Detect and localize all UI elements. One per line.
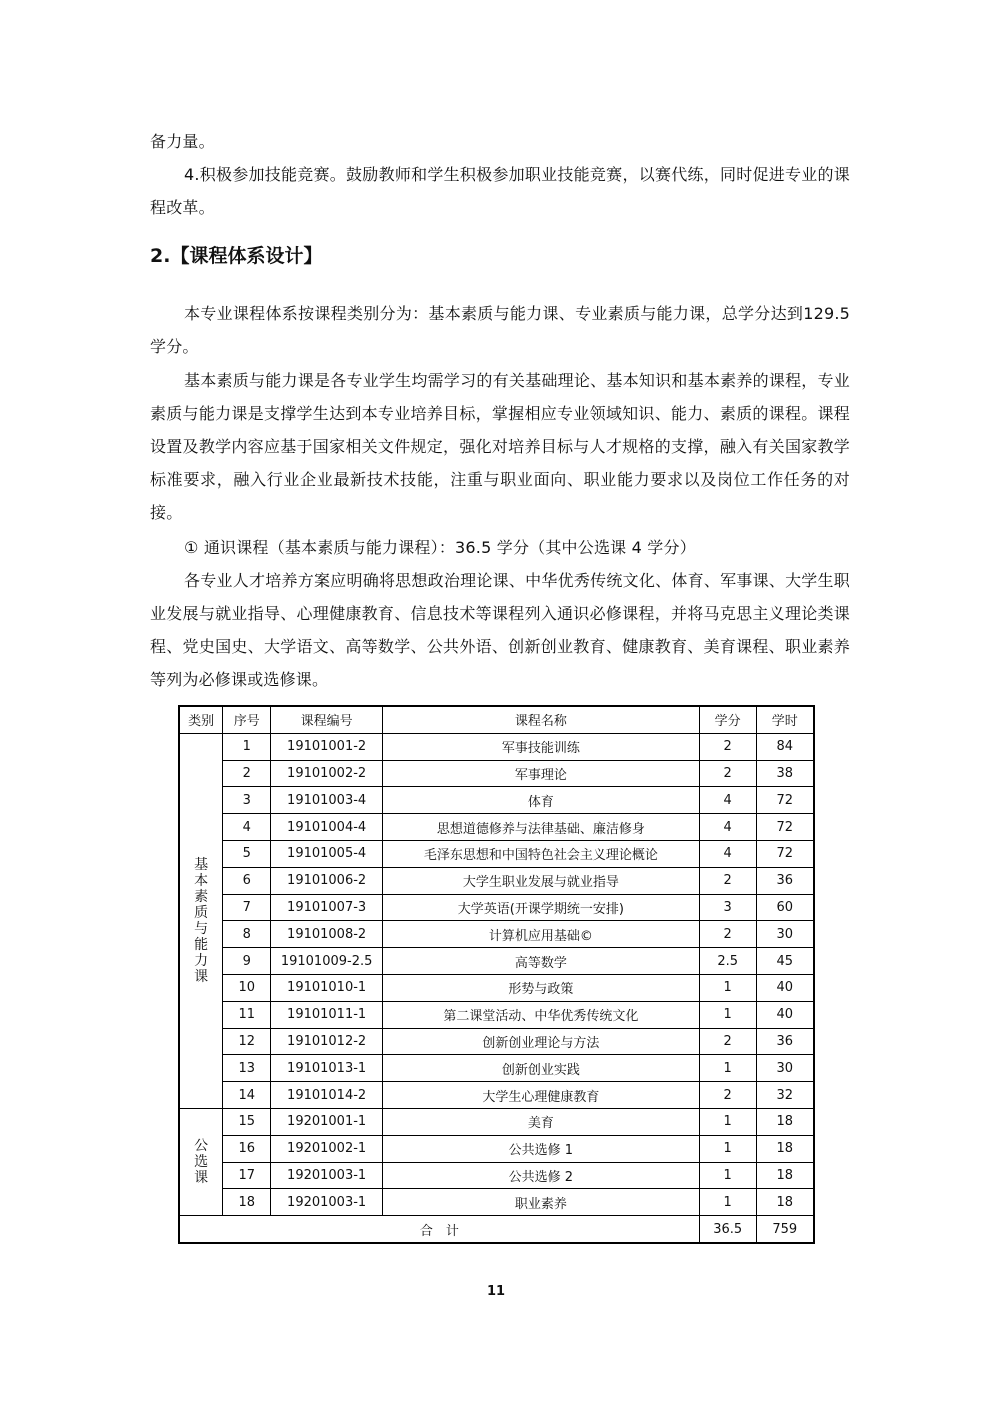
table-row <box>179 1082 814 1109</box>
row-credit: 1 <box>699 1162 756 1189</box>
table-row <box>179 894 814 921</box>
row-hours: 36 <box>756 1028 814 1055</box>
table-row <box>179 760 814 787</box>
paragraph-course-system: 本专业课程体系按课程类别分为：基本素质与能力课、专业素质与能力课，总学分达到129.5 学分。 <box>150 304 850 356</box>
paragraph-requirements: 各专业人才培养方案应明确将思想政治理论课、中华优秀传统文化、体育、军事课、大学生职业发展与就业指导、心理健康教育、信息技术等课程列入通识必修课程，并将马克思主义理论类课程、党史国史、大学语文、高等数学、公共外语、创新创业教育、健康教育、美育课程、职业素养等列为必修课或选修课。 <box>150 571 850 689</box>
row-name: 第二课堂活动、中华优秀传统文化 <box>383 1001 700 1028</box>
row-credit: 2.5 <box>699 948 756 975</box>
row-no: 2 <box>223 760 271 787</box>
row-credit: 1 <box>699 1055 756 1082</box>
row-no: 14 <box>223 1082 271 1109</box>
row-name: 计算机应用基础© <box>383 921 700 948</box>
row-hours: 36 <box>756 867 814 894</box>
row-no: 15 <box>223 1108 271 1135</box>
row-hours: 18 <box>756 1162 814 1189</box>
row-code: 19101002-2 <box>271 760 383 787</box>
row-code: 19101013-1 <box>271 1055 383 1082</box>
row-name: 大学英语(开课学期统一安排) <box>383 894 700 921</box>
row-credit: 4 <box>699 787 756 814</box>
table-row <box>179 840 814 867</box>
row-hours: 32 <box>756 1082 814 1109</box>
row-no: 18 <box>223 1189 271 1216</box>
header-category: 类别 <box>179 706 223 733</box>
table-row <box>179 733 814 760</box>
row-credit: 1 <box>699 1135 756 1162</box>
table-row <box>179 921 814 948</box>
row-name: 形势与政策 <box>383 974 700 1001</box>
row-no: 4 <box>223 814 271 841</box>
total-hours: 759 <box>756 1216 814 1243</box>
table-row <box>179 814 814 841</box>
row-hours: 40 <box>756 1001 814 1028</box>
row-credit: 2 <box>699 1082 756 1109</box>
row-hours: 84 <box>756 733 814 760</box>
row-hours: 38 <box>756 760 814 787</box>
row-code: 19101007-3 <box>271 894 383 921</box>
row-credit: 2 <box>699 867 756 894</box>
row-code: 19201002-1 <box>271 1135 383 1162</box>
row-name: 思想道德修养与法律基础、廉洁修身 <box>383 814 700 841</box>
header-hours: 学时 <box>756 706 814 733</box>
row-no: 6 <box>223 867 271 894</box>
row-code: 19101012-2 <box>271 1028 383 1055</box>
row-code: 19201001-1 <box>271 1108 383 1135</box>
row-no: 11 <box>223 1001 271 1028</box>
table-row <box>179 948 814 975</box>
table-row <box>179 787 814 814</box>
row-hours: 72 <box>756 787 814 814</box>
row-credit: 3 <box>699 894 756 921</box>
table-header-row <box>179 706 814 733</box>
row-name: 公共选修 1 <box>383 1135 700 1162</box>
row-credit: 1 <box>699 1189 756 1216</box>
category-basic-quality: 基本素质与能力课 <box>179 733 223 1108</box>
row-name: 职业素养 <box>383 1189 700 1216</box>
row-hours: 18 <box>756 1108 814 1135</box>
row-code: 19101005-4 <box>271 840 383 867</box>
row-hours: 30 <box>756 921 814 948</box>
row-code: 19101010-1 <box>271 974 383 1001</box>
page-number: 11 <box>486 1284 506 1299</box>
row-code: 19101003-4 <box>271 787 383 814</box>
row-no: 12 <box>223 1028 271 1055</box>
row-hours: 30 <box>756 1055 814 1082</box>
row-code: 19201003-1 <box>271 1162 383 1189</box>
row-hours: 18 <box>756 1189 814 1216</box>
row-name: 公共选修 2 <box>383 1162 700 1189</box>
row-code: 19101004-4 <box>271 814 383 841</box>
category-public-elective: 公选课 <box>179 1108 223 1215</box>
row-name: 大学生职业发展与就业指导 <box>383 867 700 894</box>
row-hours: 45 <box>756 948 814 975</box>
row-code: 19101014-2 <box>271 1082 383 1109</box>
row-hours: 40 <box>756 974 814 1001</box>
row-credit: 1 <box>699 1001 756 1028</box>
row-no: 8 <box>223 921 271 948</box>
header-name: 课程名称 <box>383 706 700 733</box>
row-code: 19101006-2 <box>271 867 383 894</box>
row-no: 3 <box>223 787 271 814</box>
row-code: 19101001-2 <box>271 733 383 760</box>
row-name: 大学生心理健康教育 <box>383 1082 700 1109</box>
row-no: 9 <box>223 948 271 975</box>
row-hours: 18 <box>756 1135 814 1162</box>
row-name: 体育 <box>383 787 700 814</box>
row-hours: 72 <box>756 814 814 841</box>
section-heading: 2.【课程体系设计】 <box>150 245 323 267</box>
row-no: 1 <box>223 733 271 760</box>
row-name: 美育 <box>383 1108 700 1135</box>
row-no: 16 <box>223 1135 271 1162</box>
row-credit: 4 <box>699 814 756 841</box>
table-row <box>179 1189 814 1216</box>
row-credit: 2 <box>699 733 756 760</box>
table-total-row <box>179 1216 814 1243</box>
row-name: 军事技能训练 <box>383 733 700 760</box>
row-code: 19201003-1 <box>271 1189 383 1216</box>
total-credit: 36.5 <box>699 1216 756 1243</box>
row-credit: 4 <box>699 840 756 867</box>
paragraph-skills-competition: 4.积极参加技能竞赛。鼓励教师和学生积极参加职业技能竞赛，以赛代练，同时促进专业的课程改革。 <box>150 165 850 217</box>
row-no: 10 <box>223 974 271 1001</box>
row-name: 创新创业实践 <box>383 1055 700 1082</box>
row-name: 毛泽东思想和中国特色社会主义理论概论 <box>383 840 700 867</box>
table-row <box>179 1108 814 1135</box>
table-row <box>179 867 814 894</box>
header-no: 序号 <box>223 706 271 733</box>
total-label: 合 计 <box>179 1216 699 1243</box>
paragraph-continuation: 备力量。 <box>150 132 215 151</box>
header-credit: 学分 <box>699 706 756 733</box>
paragraph-general-courses: ① 通识课程（基本素质与能力课程）：36.5 学分（其中公选课 4 学分） <box>184 538 696 557</box>
row-no: 17 <box>223 1162 271 1189</box>
row-code: 19101011-1 <box>271 1001 383 1028</box>
table-row <box>179 1001 814 1028</box>
table-row <box>179 1028 814 1055</box>
row-name: 军事理论 <box>383 760 700 787</box>
table-row <box>179 1135 814 1162</box>
course-table <box>178 705 815 1244</box>
row-no: 5 <box>223 840 271 867</box>
row-hours: 60 <box>756 894 814 921</box>
row-name: 高等数学 <box>383 948 700 975</box>
row-name: 创新创业理论与方法 <box>383 1028 700 1055</box>
row-credit: 1 <box>699 974 756 1001</box>
header-code: 课程编号 <box>271 706 383 733</box>
row-no: 13 <box>223 1055 271 1082</box>
row-credit: 2 <box>699 760 756 787</box>
row-code: 19101009-2.5 <box>271 948 383 975</box>
row-hours: 72 <box>756 840 814 867</box>
row-code: 19101008-2 <box>271 921 383 948</box>
row-credit: 1 <box>699 1108 756 1135</box>
row-no: 7 <box>223 894 271 921</box>
table-row <box>179 1162 814 1189</box>
paragraph-basic-quality: 基本素质与能力课是各专业学生均需学习的有关基础理论、基本知识和基本素养的课程，专业素质与能力课是支撑学生达到本专业培养目标，掌握相应专业领域知识、能力、素质的课程。课程设置及教学内容应基于国家相关文件规定，强化对培养目标与人才规格的支撑，融入有关国家教学标准要求，融入行业企业最新技术技能，注重与职业面向、职业能力要求以及岗位工作任务的对接。 <box>150 371 850 522</box>
row-credit: 2 <box>699 1028 756 1055</box>
row-credit: 2 <box>699 921 756 948</box>
table-row <box>179 974 814 1001</box>
table-row <box>179 1055 814 1082</box>
